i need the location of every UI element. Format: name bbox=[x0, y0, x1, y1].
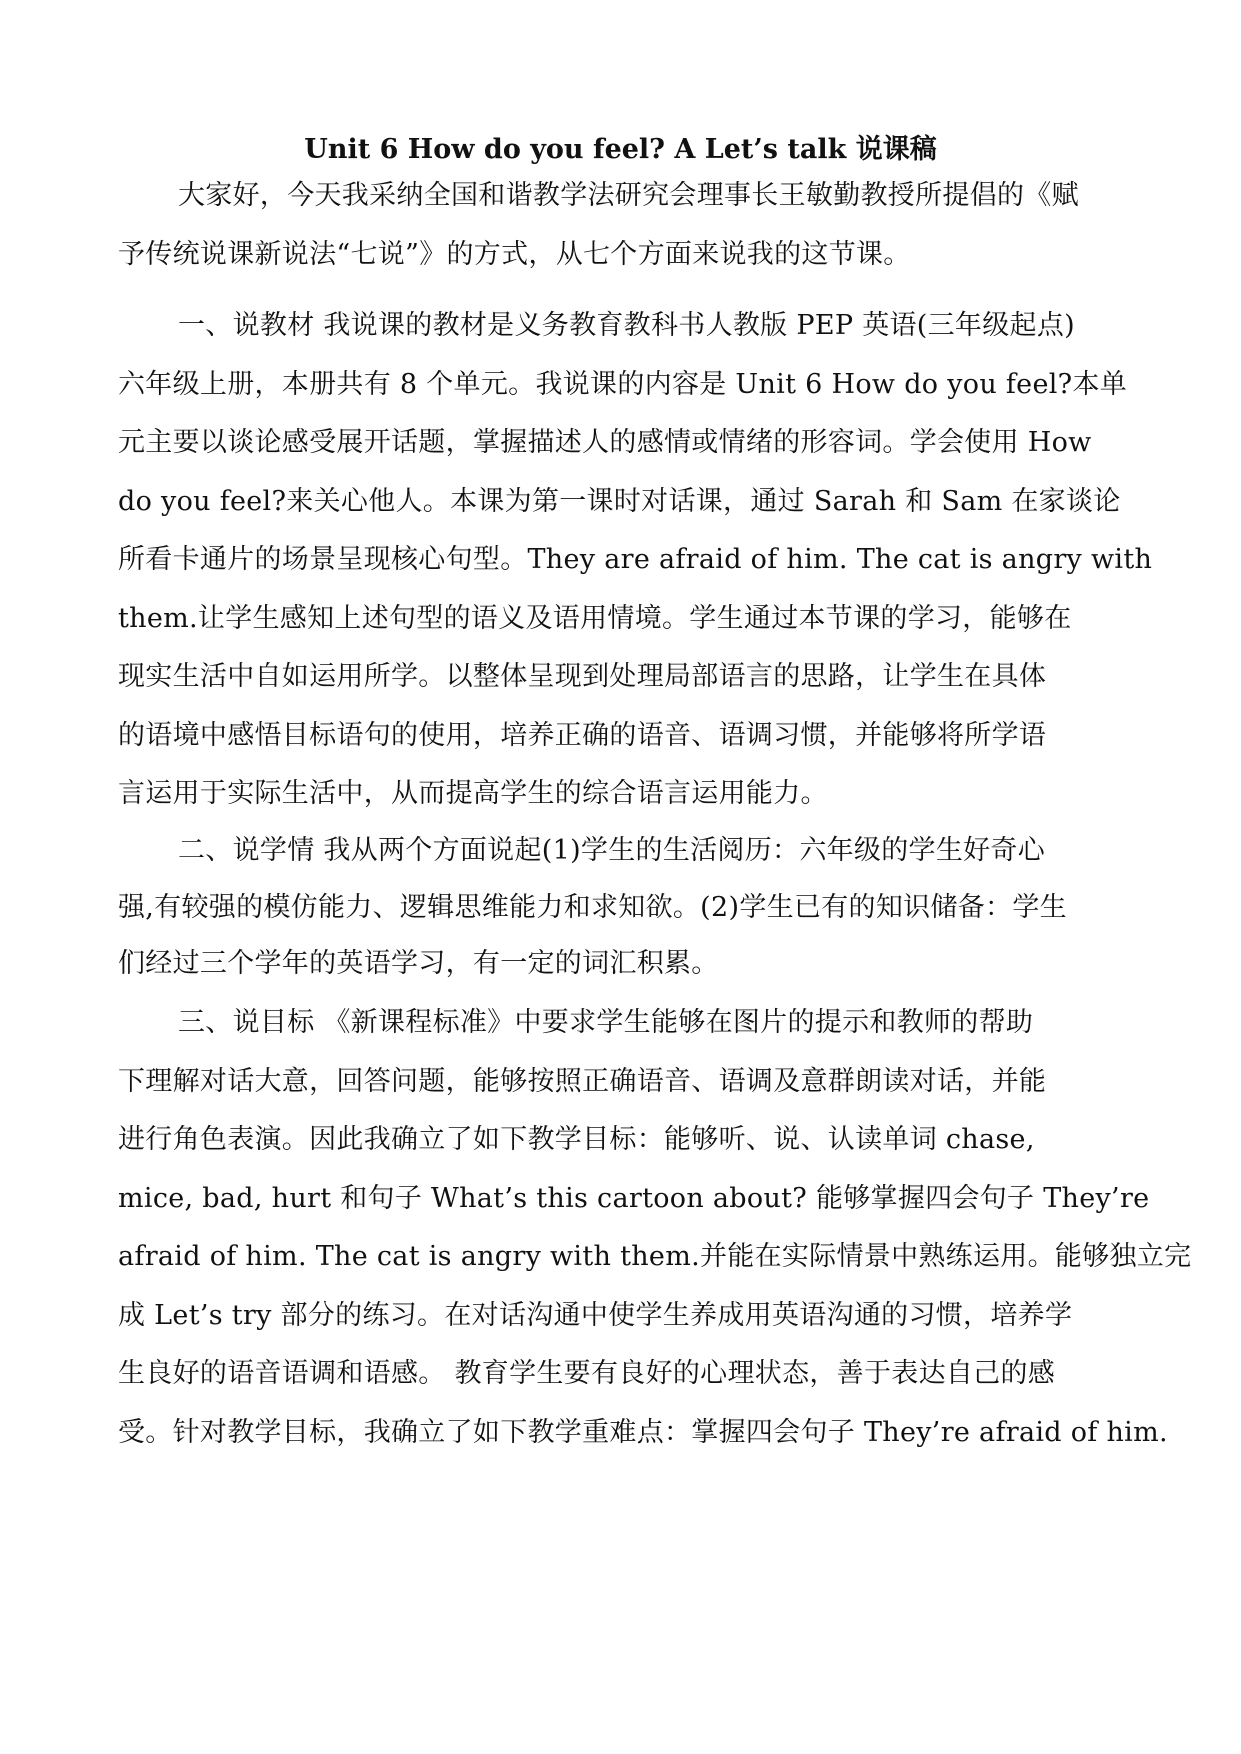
paragraph-line: 们经过三个学年的英语学习，有一定的词汇积累。 bbox=[118, 948, 719, 979]
paragraph-line: 的语境中感悟目标语句的使用，培养正确的语音、语调习惯，并能够将所学语 bbox=[118, 720, 1047, 751]
paragraph-line: them.让学生感知上述句型的语义及语用情境。学生通过本节课的学习，能够在 bbox=[118, 603, 1072, 634]
paragraph-line: afraid of him. The cat is angry with them.并能在实际情景中熟练运用。能够独立完 bbox=[118, 1241, 1192, 1272]
paragraph-line: 元主要以谈论感受展开话题，掌握描述人的感情或情绪的形容词。学会使用 How bbox=[118, 427, 1092, 458]
paragraph-line: 言运用于实际生活中，从而提高学生的综合语言运用能力。 bbox=[118, 778, 828, 809]
paragraph-line: 二、说学情 我从两个方面说起(1)学生的生活阅历：六年级的学生好奇心 bbox=[178, 835, 1046, 866]
paragraph-line: 进行角色表演。因此我确立了如下教学目标：能够听、说、认读单词 chase, bbox=[118, 1124, 1035, 1155]
document-title: Unit 6 How do you feel? A Let’s talk 说课稿 bbox=[304, 134, 937, 165]
paragraph-line: 予传统说课新说法“七说”》的方式，从七个方面来说我的这节课。 bbox=[118, 239, 911, 270]
paragraph-line: 大家好，今天我采纳全国和谐教学法研究会理事长王敏勤教授所提倡的《赋 bbox=[178, 180, 1079, 211]
paragraph-line: 成 Let’s try 部分的练习。在对话沟通中使学生养成用英语沟通的习惯，培养学 bbox=[118, 1300, 1073, 1331]
paragraph-line: 受。针对教学目标，我确立了如下教学重难点：掌握四会句子 They’re afraid of him. bbox=[118, 1417, 1168, 1448]
paragraph-line: 六年级上册，本册共有 8 个单元。我说课的内容是 Unit 6 How do you feel?本单 bbox=[118, 369, 1128, 400]
paragraph-line: 强,有较强的模仿能力、逻辑思维能力和求知欲。(2)学生已有的知识储备：学生 bbox=[118, 892, 1067, 923]
paragraph-line: mice, bad, hurt 和句子 What’s this cartoon about? 能够掌握四会句子 They’re bbox=[118, 1183, 1150, 1214]
paragraph-line: 三、说目标 《新课程标准》中要求学生能够在图片的提示和教师的帮助 bbox=[178, 1007, 1034, 1038]
paragraph-line: 现实生活中自如运用所学。以整体呈现到处理局部语言的思路，让学生在具体 bbox=[118, 661, 1047, 692]
paragraph-line: 一、说教材 我说课的教材是义务教育教科书人教版 PEP 英语(三年级起点) bbox=[178, 310, 1075, 341]
paragraph-line: 所看卡通片的场景呈现核心句型。They are afraid of him. The cat is angry with bbox=[118, 544, 1153, 575]
paragraph-line: 生良好的语音语调和语感。 教育学生要有良好的心理状态，善于表达自己的感 bbox=[118, 1358, 1056, 1389]
paragraph-line: 下理解对话大意，回答问题，能够按照正确语音、语调及意群朗读对话，并能 bbox=[118, 1066, 1047, 1097]
paragraph-line: do you feel?来关心他人。本课为第一课时对话课，通过 Sarah 和 Sam 在家谈论 bbox=[118, 486, 1121, 517]
